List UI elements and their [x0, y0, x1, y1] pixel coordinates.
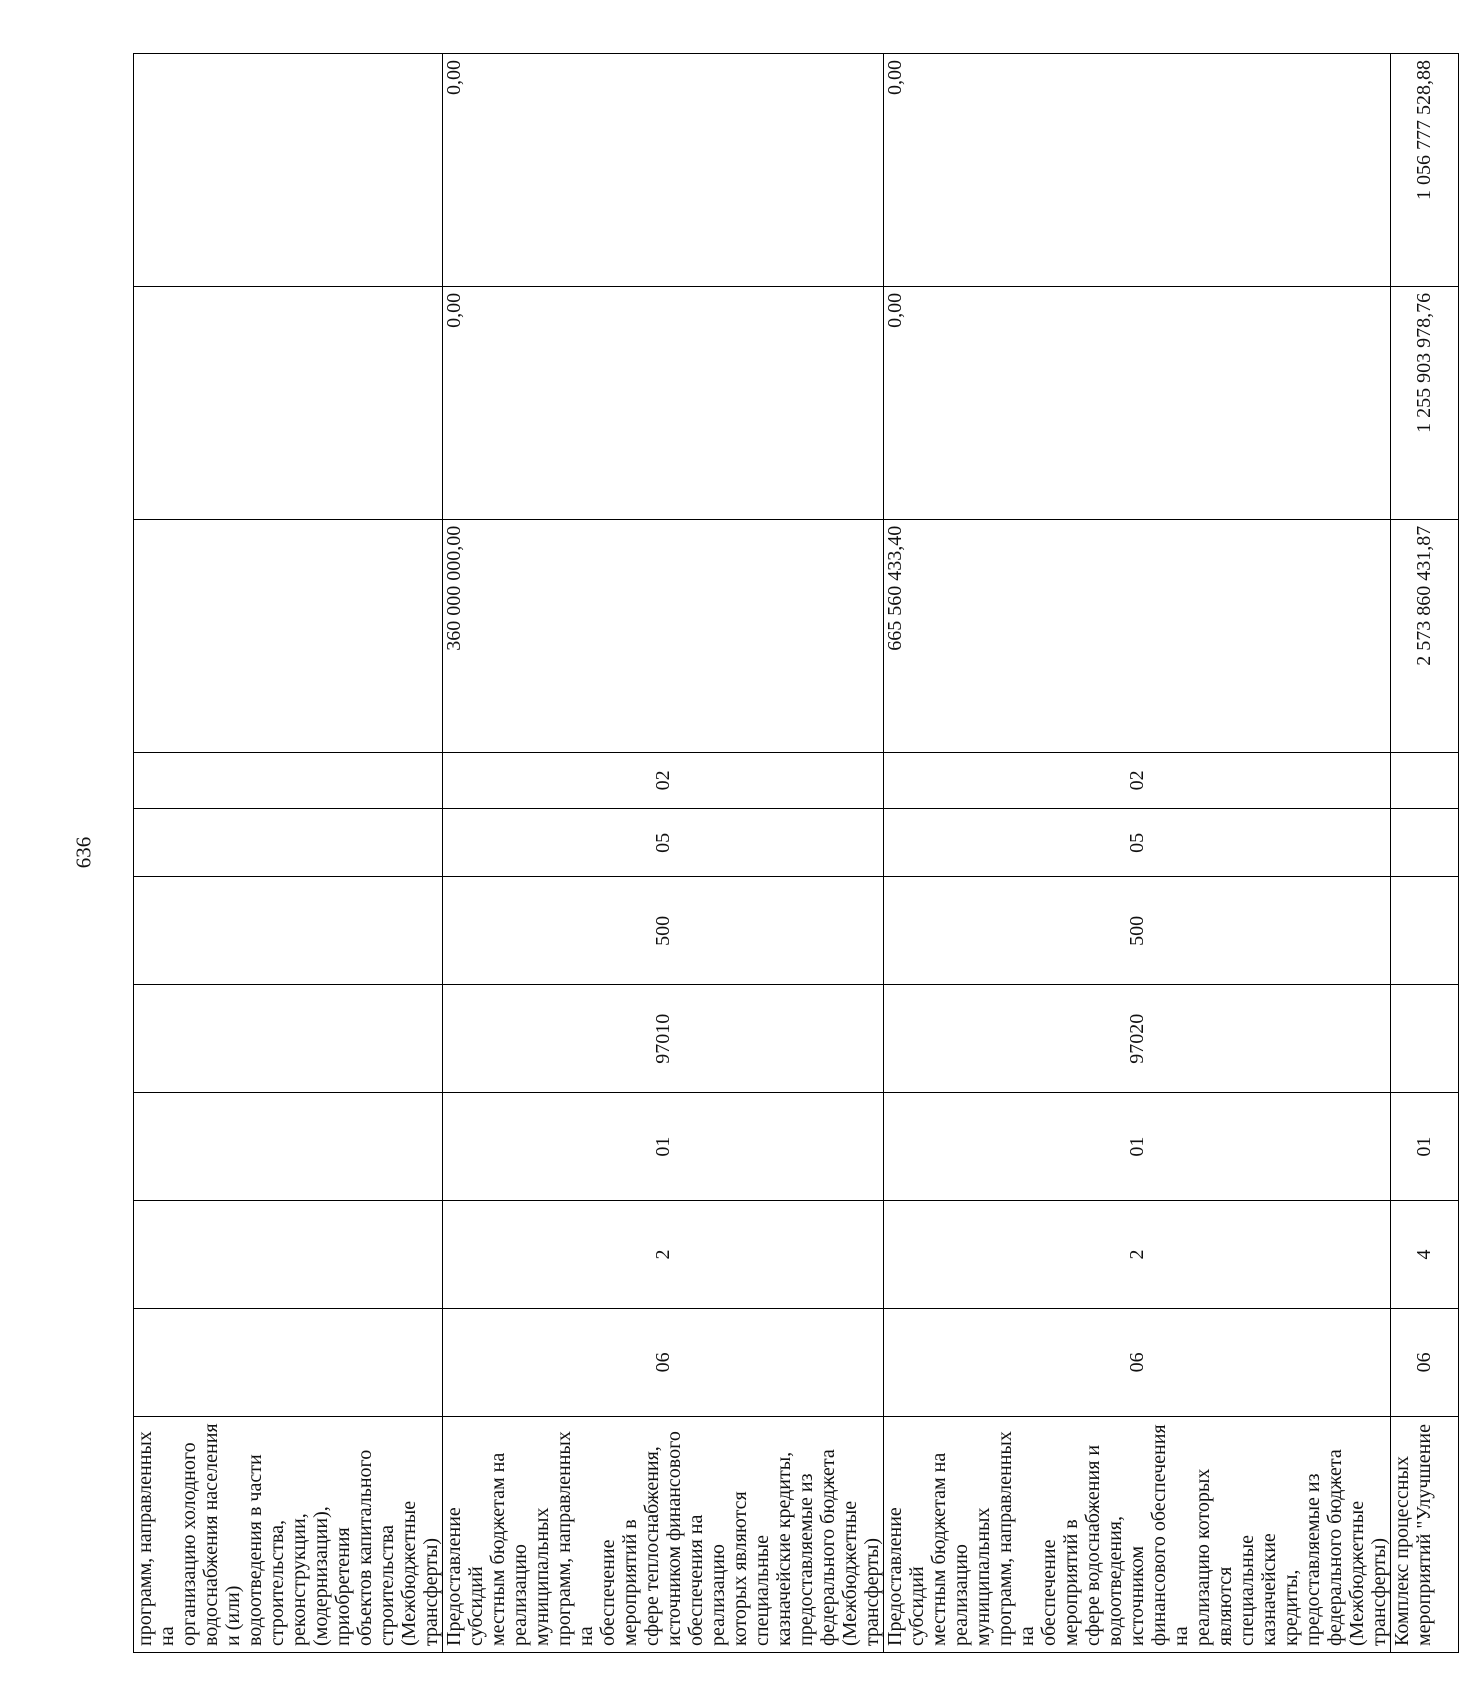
row-description: Предоставление субсидий местным бюджетам на реализацию муниципальных программ, направленных на обеспечение мероприятий в сфере теплоснабжения, источником финансового обеспечения на реализацию которых являются специальные казначейские кредиты, предоставляемые из федерального бюджета (Межбюджетные трансферты): [443, 1416, 884, 1652]
code-cell: [1391, 809, 1459, 877]
code-cell: 500: [884, 877, 1391, 985]
amount-cell: 665 560 433,40: [884, 519, 1391, 752]
code-cell: 01: [884, 1093, 1391, 1201]
amount-cell: 1 056 777 528,88: [1391, 54, 1459, 287]
row-description: программ, направленных на организацию холодного водоснабжения населения и (или) водоотведения в части строительства, реконструкции, (модернизации), приобретения объектов капитального строительства (Межбюджетные трансферты): [134, 1416, 443, 1652]
code-cell: [134, 985, 443, 1093]
amount-cell: [134, 286, 443, 519]
code-cell: 01: [443, 1093, 884, 1201]
code-cell: 05: [884, 809, 1391, 877]
amount-cell: 360 000 000,00: [443, 519, 884, 752]
amount-cell: 0,00: [443, 54, 884, 287]
amount-cell: [134, 54, 443, 287]
code-cell: [134, 1093, 443, 1201]
code-cell: [134, 1201, 443, 1309]
amount-cell: 0,00: [884, 286, 1391, 519]
code-cell: 4: [1391, 1201, 1459, 1309]
amount-cell: [134, 519, 443, 752]
code-cell: 06: [443, 1308, 884, 1416]
code-cell: [1391, 877, 1459, 985]
rotated-table-sheet: [133, 53, 1435, 1653]
code-cell: 06: [1391, 1308, 1459, 1416]
table-row: [1391, 54, 1459, 1653]
code-cell: [1391, 752, 1459, 809]
code-cell: 05: [443, 809, 884, 877]
code-cell: 97010: [443, 985, 884, 1093]
amount-cell: 0,00: [884, 54, 1391, 287]
row-description: Предоставление субсидий местным бюджетам на реализацию муниципальных программ, направленных на обеспечение мероприятий в сфере водоснабжения и водоотведения, источником финансового обеспечения на реализацию которых являются специальные казначейские кредиты, предоставляемые из федерального бюджета (Межбюджетные трансферты): [884, 1416, 1391, 1652]
amount-cell: 0,00: [443, 286, 884, 519]
amount-cell: 1 255 903 978,76: [1391, 286, 1459, 519]
code-cell: 02: [884, 752, 1391, 809]
code-cell: [134, 809, 443, 877]
budget-table: [133, 53, 1459, 1653]
code-cell: 02: [443, 752, 884, 809]
code-cell: 97020: [884, 985, 1391, 1093]
code-cell: [1391, 985, 1459, 1093]
code-cell: 500: [443, 877, 884, 985]
code-cell: [134, 752, 443, 809]
amount-cell: 2 573 860 431,87: [1391, 519, 1459, 752]
code-cell: 06: [884, 1308, 1391, 1416]
table-row: [443, 54, 884, 1653]
code-cell: [134, 877, 443, 985]
page-number: 636: [71, 836, 96, 869]
table-row: [134, 54, 443, 1653]
row-description: Комплекс процессных мероприятий "Улучшение: [1391, 1416, 1459, 1652]
code-cell: [134, 1308, 443, 1416]
code-cell: 01: [1391, 1093, 1459, 1201]
table-row: [884, 54, 1391, 1653]
code-cell: 2: [443, 1201, 884, 1309]
code-cell: 2: [884, 1201, 1391, 1309]
